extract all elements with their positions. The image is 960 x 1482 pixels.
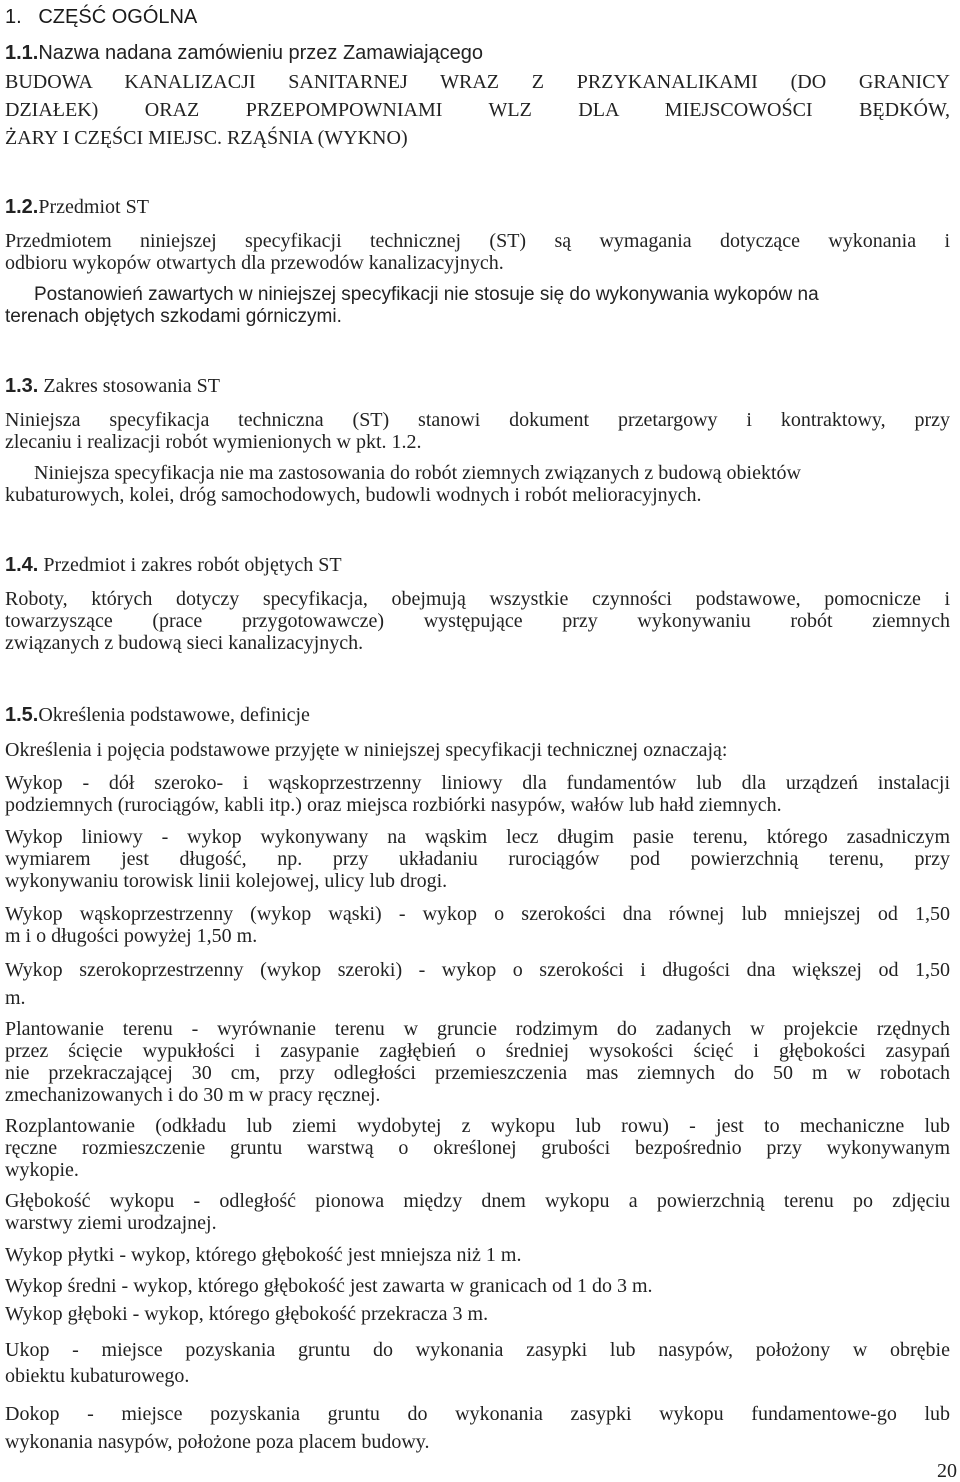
section-number: 1.3.: [5, 375, 39, 397]
section-1-3-heading: [5, 375, 220, 397]
definition-line: wykopie.: [5, 1159, 79, 1181]
definition-line: m.: [5, 987, 26, 1009]
definition-line: zmechanizowanych i do 30 m w pracy ręcznej.: [5, 1084, 381, 1106]
project-title-line-1: BUDOWA KANALIZACJI SANITARNEJ WRAZ Z PRZYKANALIKAMI (DO GRANICY: [5, 71, 950, 93]
definition-line: podziemnych (rurociągów, kabli itp.) oraz miejsca rozbiórki nasypów, wałów lub hałd ziemnych.: [5, 794, 782, 816]
paragraph-line: związanych z budową sieci kanalizacyjnych.: [5, 632, 364, 654]
section-title: Określenia podstawowe, definicje: [38, 704, 310, 726]
paragraph-line: zlecaniu i realizacji robót wymienionych w pkt. 1.2.: [5, 431, 422, 453]
paragraph-line: Niniejsza specyfikacja nie ma zastosowania do robót ziemnych związanych z budową obiektów: [34, 462, 801, 484]
section-title: Przedmiot i zakres robót objętych ST: [38, 554, 342, 576]
definition-line: ręczne rozmieszczenie gruntu warstwą o określonej grubości bezpośrednio przy wykonywanym: [5, 1137, 950, 1159]
definition-line: wykonania nasypów, położone poza placem budowy.: [5, 1431, 430, 1453]
section-number: 1.4.: [5, 554, 39, 576]
definition-line: Wykop głęboki - wykop, którego głębokość przekracza 3 m.: [5, 1303, 489, 1325]
definition-line: Wykop liniowy - wykop wykonywany na wąskim lecz długim pasie terenu, którego zasadniczym: [5, 826, 950, 848]
section-1-2-heading: [5, 196, 149, 218]
section-1-1-heading: [5, 42, 483, 64]
definition-line: Wykop wąskoprzestrzenny (wykop wąski) - wykop o szerokości dna równej lub mniejszej od 1,50: [5, 903, 950, 925]
main-heading-number: 1.: [5, 6, 22, 28]
paragraph-line: odbioru wykopów otwartych dla przewodów kanalizacyjnych.: [5, 252, 504, 274]
paragraph-line: Roboty, których dotyczy specyfikacja, obejmują wszystkie czynności podstawowe, pomocnicze i: [5, 588, 950, 610]
definition-line: Rozplantowanie (odkładu lub ziemi wydobytej z wykopu lub rowu) - jest to mechaniczne lub: [5, 1115, 950, 1137]
section-1-4-heading: [5, 554, 342, 576]
definition-line: m i o długości powyżej 1,50 m.: [5, 925, 258, 947]
paragraph-line: towarzyszące (prace przygotowawcze) występujące przy wykonywaniu robót ziemnych: [5, 610, 950, 632]
paragraph-line: terenach objętych szkodami górniczymi.: [5, 306, 342, 327]
definition-line: Wykop płytki - wykop, którego głębokość jest mniejsza niż 1 m.: [5, 1244, 522, 1266]
paragraph-line: Przedmiotem niniejszej specyfikacji technicznej (ST) są wymagania dotyczące wykonania i: [5, 230, 950, 252]
main-heading-title: CZĘŚĆ OGÓLNA: [38, 6, 198, 28]
paragraph-line: Postanowień zawartych w niniejszej specyfikacji nie stosuje się do wykonywania wykopów na: [34, 284, 819, 305]
project-title-line-3: ŻARY I CZĘŚCI MIEJSC. RZĄŚNIA (WYKNO): [5, 127, 408, 149]
section-title: Przedmiot ST: [38, 196, 149, 218]
definition-line: Wykop średni - wykop, którego głębokość jest zawarta w granicach od 1 do 3 m.: [5, 1275, 653, 1297]
definition-line: Wykop szerokoprzestrzenny (wykop szeroki) - wykop o szerokości i długości dna większej od 1,50: [5, 959, 950, 981]
definitions-intro: Określenia i pojęcia podstawowe przyjęte w niniejszej specyfikacji technicznej oznaczają:: [5, 739, 728, 761]
section-number: 1.5.: [5, 704, 39, 726]
section-number: 1.1.: [5, 42, 39, 64]
definition-line: przez ścięcie wypukłości i zasypanie zagłębień o średniej wysokości ścięć i głębokości zasypań: [5, 1040, 950, 1062]
definition-line: Głębokość wykopu - odległość pionowa między dnem wykopu a powierzchnią terenu po zdjęciu: [5, 1190, 950, 1212]
main-heading: [5, 6, 197, 28]
section-title: Nazwa nadana zamówieniu przez Zamawiającego: [38, 42, 484, 64]
definition-line: wymiarem jest długość, np. przy układaniu rurociągów pod powierzchnią terenu, przy: [5, 848, 950, 870]
definition-line: obiektu kubaturowego.: [5, 1365, 190, 1387]
paragraph-line: Niniejsza specyfikacja techniczna (ST) stanowi dokument przetargowy i kontraktowy, przy: [5, 409, 950, 431]
page-number: 20: [937, 1460, 957, 1482]
definition-line: Ukop - miejsce pozyskania gruntu do wykonania zasypki lub nasypów, położony w obrębie: [5, 1339, 950, 1361]
definition-line: warstwy ziemi urodzajnej.: [5, 1212, 217, 1234]
definition-line: Wykop - dół szeroko- i wąskoprzestrzenny liniowy dla fundamentów lub dla urządzeń instalacji: [5, 772, 950, 794]
section-number: 1.2.: [5, 196, 39, 218]
section-title: Zakres stosowania ST: [38, 375, 220, 397]
definition-line: Plantowanie terenu - wyrównanie terenu w gruncie rodzimym do zadanych w projekcie rzędnych: [5, 1018, 950, 1040]
definition-line: Dokop - miejsce pozyskania gruntu do wykonania zasypki wykopu fundamentowe-go lub: [5, 1403, 950, 1425]
section-1-5-heading: [5, 704, 310, 726]
paragraph-line: kubaturowych, kolei, dróg samochodowych, budowli wodnych i robót melioracyjnych.: [5, 484, 702, 506]
project-title-line-2: DZIAŁEK) ORAZ PRZEPOMPOWNIAMI WLZ DLA MIEJSCOWOŚCI BĘDKÓW,: [5, 99, 950, 121]
definition-line: nie przekraczającej 30 cm, przy odległości przemieszczenia mas ziemnych do 50 m w robotach: [5, 1062, 950, 1084]
definition-line: wykonywaniu torowisk linii kolejowej, ulicy lub drogi.: [5, 870, 448, 892]
